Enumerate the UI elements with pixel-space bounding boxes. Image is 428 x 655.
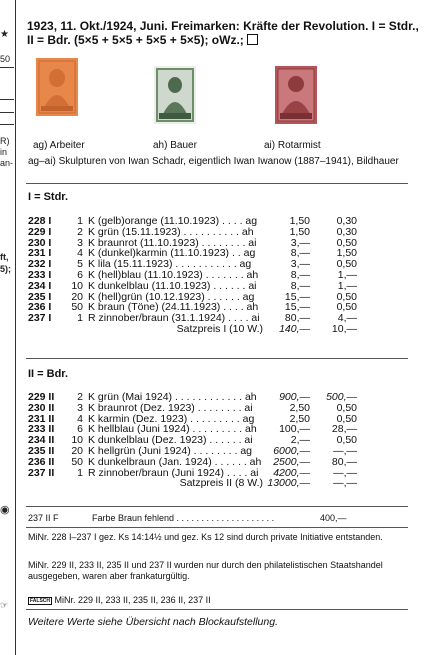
catalog-number: 233 I bbox=[28, 268, 52, 281]
price-mint: 2,— bbox=[290, 434, 310, 447]
error-variety-price: 400,— bbox=[320, 513, 347, 523]
catalog-number: 230 I bbox=[28, 236, 52, 249]
price-mint: 3,— bbox=[290, 258, 310, 271]
price-mint: 80,— bbox=[284, 312, 310, 325]
price-used: 500,— bbox=[326, 391, 357, 403]
nominal-value: 50 bbox=[71, 301, 83, 314]
price-used: 1,50 bbox=[336, 247, 357, 260]
divider bbox=[26, 358, 408, 359]
margin-rule bbox=[0, 112, 14, 113]
catalog-number: 229 II bbox=[28, 391, 55, 403]
stamp-description: K (dunkel)karmin (11.10.1923) . . ag bbox=[88, 248, 256, 260]
price-used: 1,— bbox=[337, 268, 357, 281]
table-row bbox=[28, 281, 357, 292]
price-used: 0,50 bbox=[336, 301, 357, 314]
catalog-number: 231 I bbox=[28, 247, 52, 260]
nominal-value: 2 bbox=[77, 225, 83, 238]
margin-rule bbox=[0, 99, 14, 100]
price-mint: 2,50 bbox=[289, 401, 310, 414]
price-used: 0,50 bbox=[336, 290, 357, 303]
stamp-description: R zinnober/braun (Juni 1924) . . . . ai bbox=[88, 467, 259, 479]
catalog-number: 234 I bbox=[28, 279, 52, 292]
stamp-caption-ai: ai) Rotarmist bbox=[264, 140, 321, 151]
nominal-value: 2 bbox=[77, 391, 83, 403]
section-heading-bdr: II = Bdr. bbox=[28, 368, 69, 380]
stamp-description: K braun (Töne) (24.11.1923) . . . . ah bbox=[88, 302, 259, 314]
stamp-image-ag bbox=[36, 58, 78, 116]
catalog-number: 235 I bbox=[28, 290, 52, 303]
margin-text: an- bbox=[0, 158, 14, 168]
catalog-number: 234 II bbox=[28, 434, 55, 447]
price-mint: 900,— bbox=[279, 391, 310, 403]
stamp-description: K braunrot (11.10.1923) . . . . . . . . ai bbox=[88, 237, 257, 249]
nominal-value: 1 bbox=[77, 312, 83, 325]
nominal-value: 20 bbox=[71, 444, 83, 457]
price-mint: 100,— bbox=[279, 423, 310, 436]
stamp-description: K hellgrün (Juni 1924) . . . . . . . . ag bbox=[88, 445, 253, 457]
margin-text: in bbox=[0, 147, 8, 157]
catalog-number: 236 II bbox=[28, 455, 55, 468]
price-mint: 4200,— bbox=[273, 466, 310, 479]
forgery-note-text: MiNr. 229 II, 233 II, 235 II, 236 II, 237 II bbox=[54, 595, 211, 605]
price-mint: 8,— bbox=[290, 279, 310, 292]
nominal-value: 5 bbox=[77, 258, 83, 271]
price-used: 4,— bbox=[337, 312, 357, 325]
stamp-description: K braunrot (Dez. 1923) . . . . . . . . ai bbox=[88, 402, 253, 414]
catalog-number: 231 II bbox=[28, 412, 55, 425]
nominal-value: 50 bbox=[71, 455, 83, 468]
nominal-value: 10 bbox=[71, 279, 83, 292]
nominal-value: 3 bbox=[77, 401, 83, 414]
table-row bbox=[28, 227, 357, 238]
margin-text: R) bbox=[0, 136, 10, 146]
set-price-mint: 13000,— bbox=[267, 477, 310, 490]
price-used: —,— bbox=[333, 466, 357, 479]
stamp-description: K dunkelbraun (Jan. 1924) . . . . . . ah bbox=[88, 456, 262, 468]
stamp-description: K (hell)grün (10.12.1923) . . . . . . ag bbox=[88, 291, 255, 303]
stamp-description: K (gelb)orange (11.10.1923) . . . . ag bbox=[88, 216, 258, 227]
price-mint: 3,— bbox=[290, 236, 310, 249]
price-used: 0,50 bbox=[336, 412, 357, 425]
margin-hand-icon: ☞ bbox=[0, 600, 9, 610]
margin-circle-icon: ◉ bbox=[0, 504, 10, 516]
margin-star: ★ bbox=[0, 29, 9, 40]
set-price-row bbox=[28, 324, 357, 335]
nominal-value: 20 bbox=[71, 290, 83, 303]
nominal-value: 10 bbox=[71, 434, 83, 447]
price-used: 28,— bbox=[331, 423, 357, 436]
issue-title bbox=[27, 19, 422, 47]
price-mint: 6000,— bbox=[273, 444, 310, 457]
price-mint: 2500,— bbox=[273, 455, 310, 468]
price-mint: 1,50 bbox=[289, 215, 310, 227]
catalog-table-stdr bbox=[28, 216, 357, 335]
divider bbox=[26, 183, 408, 184]
stamp-image-ah bbox=[154, 66, 196, 124]
catalog-table-bdr bbox=[28, 392, 357, 489]
nominal-value: 3 bbox=[77, 236, 83, 249]
stamp-description: K karmin (Dez. 1923) . . . . . . . . . ag bbox=[88, 413, 255, 425]
further-values-note: Weitere Werte siehe Übersicht nach Blockaufstellung. bbox=[28, 616, 278, 628]
divider bbox=[26, 527, 408, 528]
price-used: 0,30 bbox=[336, 225, 357, 238]
set-price-label: Satzpreis II (8 W.) bbox=[179, 477, 263, 490]
set-price-used: 10,— bbox=[331, 322, 357, 335]
sculptures-note: ag–ai) Skulpturen von Iwan Schadr, eigentlich Iwan Iwanow (1887–1941), Bildhauer bbox=[28, 156, 399, 167]
catalog-number: 228 I bbox=[28, 215, 52, 227]
price-mint: 15,— bbox=[284, 290, 310, 303]
margin-text: ft, bbox=[0, 252, 9, 262]
catalog-number: 232 I bbox=[28, 258, 52, 271]
stamp-description: R zinnober/braun (31.1.1924) . . . . ai bbox=[88, 313, 260, 324]
stamp-caption-ah: ah) Bauer bbox=[153, 140, 197, 151]
catalog-number: 236 I bbox=[28, 301, 52, 314]
table-row bbox=[28, 403, 357, 414]
price-used: 1,— bbox=[337, 279, 357, 292]
nominal-value: 6 bbox=[77, 268, 83, 281]
price-mint: 1,50 bbox=[289, 225, 310, 238]
nominal-value: 4 bbox=[77, 412, 83, 425]
margin-text: 50 bbox=[0, 54, 11, 64]
stamp-description: K dunkelblau (Dez. 1923) . . . . . . ai bbox=[88, 435, 253, 446]
stamp-description: K grün (15.11.1923) . . . . . . . . . . ah bbox=[88, 226, 254, 238]
catalog-number: 237 II bbox=[28, 466, 55, 479]
price-used: 0,50 bbox=[336, 236, 357, 249]
nominal-value: 1 bbox=[77, 466, 83, 479]
price-used: 0,50 bbox=[336, 434, 357, 447]
margin-text: 5); bbox=[0, 264, 11, 274]
set-price-mint: 140,— bbox=[279, 322, 310, 335]
price-used: 0,50 bbox=[336, 258, 357, 271]
price-mint: 8,— bbox=[290, 268, 310, 281]
set-price-row bbox=[28, 478, 357, 489]
error-variety-number: 237 II F bbox=[28, 513, 59, 523]
issue-title-text: 1923, 11. Okt./1924, Juni. Freimarken: Kräfte der Revolution. I = Stdr., II = Bdr. (5×5 + 5×5 + 5×5 + 5×5); oWz.; bbox=[27, 19, 419, 47]
stamp-description: K lila (15.11.1923) . . . . . . . . . . . ag bbox=[88, 259, 252, 270]
forgery-note bbox=[28, 595, 406, 606]
falsch-tag: FALSCH bbox=[30, 598, 50, 604]
price-used: 0,50 bbox=[336, 401, 357, 414]
catalog-number: 233 II bbox=[28, 423, 55, 436]
stamp-image-ai bbox=[275, 66, 317, 124]
nominal-value: 4 bbox=[77, 247, 83, 260]
divider bbox=[26, 609, 408, 610]
column-rule bbox=[15, 0, 16, 655]
nominal-value: 1 bbox=[77, 215, 83, 227]
catalog-number: 237 I bbox=[28, 312, 52, 325]
perforation-note: MiNr. 228 I–237 I gez. Ks 14:14½ und gez. Ks 12 sind durch private Initiative entstanden. bbox=[28, 532, 383, 542]
price-mint: 15,— bbox=[284, 301, 310, 314]
catalog-number: 229 I bbox=[28, 225, 52, 238]
divider bbox=[26, 506, 408, 507]
price-mint: 8,— bbox=[290, 247, 310, 260]
error-variety-desc: Farbe Braun fehlend . . . . . . . . . . . . . . . . . . . . bbox=[92, 513, 275, 523]
price-used: —,— bbox=[333, 444, 357, 457]
margin-rule bbox=[0, 124, 14, 125]
price-mint: 2,50 bbox=[289, 412, 310, 425]
stamp-description: K dunkelblau (11.10.1923) . . . . . . ai bbox=[88, 280, 257, 292]
section-heading-stdr: I = Stdr. bbox=[28, 191, 69, 203]
set-price-used: —,— bbox=[333, 477, 357, 490]
margin-rule bbox=[0, 67, 14, 68]
stamp-caption-ag: ag) Arbeiter bbox=[33, 140, 85, 151]
imperforate-box-icon bbox=[247, 34, 258, 45]
catalog-number: 230 II bbox=[28, 401, 55, 414]
stamp-description: K hellblau (Juni 1924) . . . . . . . . . ah bbox=[88, 424, 257, 436]
catalog-number: 235 II bbox=[28, 444, 55, 457]
set-price-label: Satzpreis I (10 W.) bbox=[176, 322, 263, 335]
price-used: 0,30 bbox=[336, 215, 357, 227]
price-used: 80,— bbox=[331, 455, 357, 468]
stamp-description: K (hell)blau (11.10.1923) . . . . . . . ah bbox=[88, 269, 259, 281]
stamp-description: K grün (Mai 1924) . . . . . . . . . . . . ah bbox=[88, 392, 257, 403]
nominal-value: 6 bbox=[77, 423, 83, 436]
table-row bbox=[28, 457, 357, 468]
state-trade-note: MiNr. 229 II, 233 II, 235 II und 237 II wurden nur durch den philatelistischen Staatshandel ausgegeben, waren aber frankaturgültig. bbox=[28, 560, 383, 581]
